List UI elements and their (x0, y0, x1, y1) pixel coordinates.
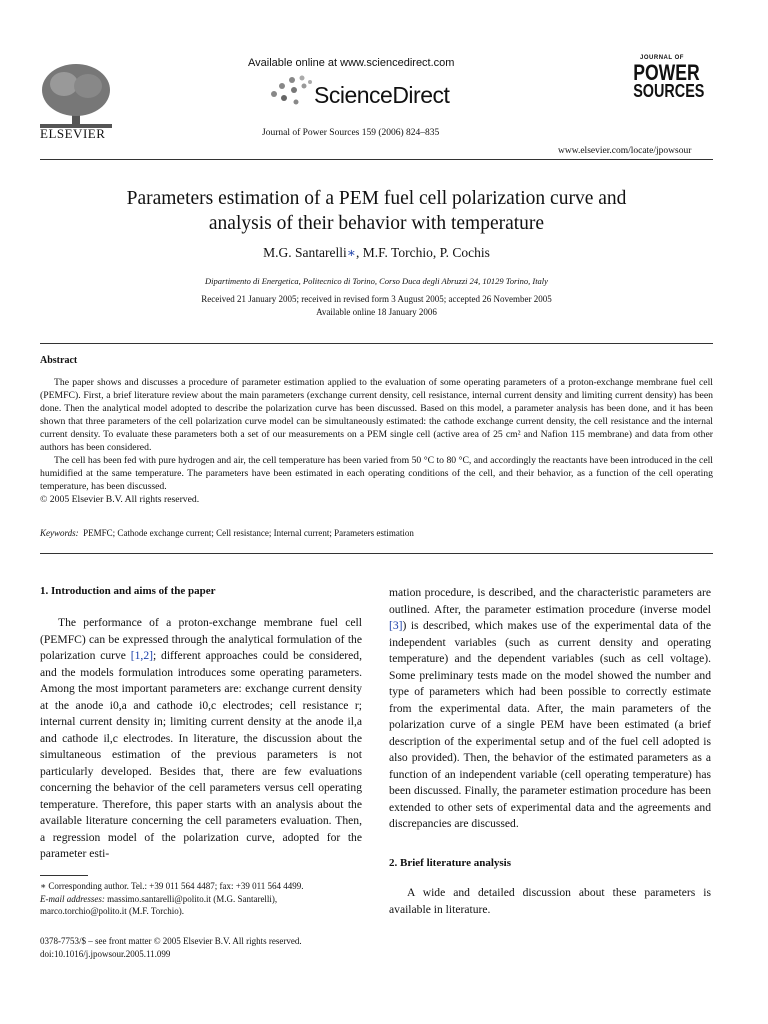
abstract-top-divider (40, 343, 713, 344)
keywords (40, 528, 414, 538)
section-1-text-c: mation procedure, is described, and the characteristic parameters are outlined. After, the parameter estimation procedure (inverse model (389, 586, 711, 616)
front-matter (40, 935, 302, 960)
keywords-list: PEMFC; Cathode exchange current; Cell resistance; Internal current; Parameters estimation (83, 528, 414, 538)
footnote-line-1: ∗ Corresponding author. Tel.: +39 011 564 4487; fax: +39 011 564 4499. (40, 881, 304, 891)
email-label: E-mail addresses: (40, 893, 105, 904)
section-1-text-a: The performance of a proton-exchange membrane fuel cell (PEMFC) can be expressed through the analytical formulation of the polarization curve (40, 616, 362, 662)
corresponding-author-mark[interactable]: ∗ (346, 245, 356, 260)
publisher-name: ELSEVIER (40, 126, 106, 141)
title-line-2: analysis of their behavior with temperature (208, 213, 545, 234)
title-line-1: Parameters estimation of a PEM fuel cell polarization curve and (126, 188, 627, 209)
footnote-line-2 (40, 893, 370, 906)
journal-url[interactable]: www.elsevier.com/locate/jpowsour (558, 146, 692, 156)
abstract-body (40, 376, 713, 506)
journal-logo-line1: JOURNAL OF (640, 55, 684, 61)
section-1-text-d: ) is described, which makes use of the experimental data of the independent variables (such as current density and operating temperature) and the dependent variables (such as cell voltage). Some preliminary tests made on the model showed the number and type of parameters which had been possible to correctly estimate from the experimental data. After, the main parameters of the polarization curve of a single PEM have been estimated (a brief description of the experimental setup and of the fuel cell adopted is also provided). Then, the behavior of the estimated parameters as a function of an independent variable (cell operating temperature) has been discussed. Finally, the parameter estimation procedure has been extended to other sets of experimental data and the agreements and discrepancies are discussed. (389, 619, 711, 830)
section-1-paragraph-2 (389, 585, 711, 833)
email-1[interactable]: massimo.santarelli@polito.it (M.G. Santarelli), (104, 893, 278, 904)
article-title (40, 186, 713, 236)
received-line: Received 21 January 2005; received in revised form 3 August 2005; accepted 26 November 2005 (201, 294, 552, 304)
abstract-bottom-divider (40, 553, 713, 554)
keywords-label: Keywords: (40, 528, 79, 538)
sciencedirect-dots-icon (268, 72, 318, 108)
abstract-heading: Abstract (40, 355, 78, 366)
affiliation: Dipartimento di Energetica, Politecnico di Torino, Corso Duca degli Abruzzi 24, 10129 Torino, Italy (205, 276, 548, 286)
section-2-paragraph-1: A wide and detailed discussion about these parameters is available in literature. (389, 886, 711, 916)
section-2-heading: 2. Brief literature analysis (389, 856, 511, 869)
header-divider (40, 159, 713, 160)
sciencedirect-wordmark: ScienceDirect (314, 82, 450, 108)
citation-link[interactable]: [1,2] (130, 649, 153, 662)
section-1-paragraph-1 (40, 615, 362, 863)
issn-line: 0378-7753/$ – see front matter © 2005 Elsevier B.V. All rights reserved. (40, 936, 302, 946)
journal-logo-line3: SOURCES (633, 81, 705, 102)
available-line: Available online 18 January 2006 (316, 307, 437, 317)
citation-link[interactable]: [3] (389, 619, 403, 632)
journal-logo-line2: POWER (633, 60, 700, 86)
footnote (40, 880, 370, 918)
left-column (40, 615, 362, 863)
author-primary: M.G. Santarelli (263, 245, 347, 260)
doi-line[interactable]: doi:10.1016/j.jpowsour.2005.11.099 (40, 948, 171, 959)
author-list (40, 245, 713, 261)
abstract-copyright: © 2005 Elsevier B.V. All rights reserved. (40, 494, 200, 505)
abstract-paragraph-1: The paper shows and discusses a procedure of parameter estimation applied to the evaluation of some operating parameters of a proton-exchange membrane fuel cell (PEMFC). First, a brief literature review about the main parameters (exchange current density, cell resistance, internal current density and limiting current density) has been done. Then the analytical model adopted to describe the polarization curve has been discussed. Based on this model, a parameter analysis has been done, and it has been shown that three parameters of the cell polarization curve model can be simultaneously estimated: the cathode exchange current density, the cell resistance and the internal current density. To evaluate these parameters both a set of our measurements on a PEM single cell (active area of 25 cm² and Nafion 115 membrane) and data from other authors has been considered. (40, 377, 713, 453)
section-1-heading: 1. Introduction and aims of the paper (40, 585, 216, 597)
journal-reference: Journal of Power Sources 159 (2006) 824–835 (262, 128, 440, 138)
received-dates (40, 293, 713, 319)
right-column (389, 585, 711, 918)
author-rest: , M.F. Torchio, P. Cochis (355, 245, 490, 260)
footnote-divider (40, 875, 88, 876)
available-online[interactable]: Available online at www.sciencedirect.com (248, 57, 455, 69)
journal-logo (626, 55, 705, 102)
section-1-text-b: ; different approaches could be considered, and the models formulation introduces some operating parameters. Among the most important parameters are: exchange current density at the anode i0,a and cathode i0,c electrodes; cell resistance r; internal current density in; limiting current density at the anode il,a and cathode il,c electrodes. In literature, the discussion about the simultaneous estimation of the previous parameters is not particularly developed. Besides that, there are few evaluations concerning the behavior of the cell parameters versus cell operating temperature. Therefore, this paper starts with an analysis about the available literature concerning the cell parameters evaluation. Then, a regression model of the polarization curve, adopted for the parameter esti- (40, 649, 362, 860)
abstract-paragraph-2: The cell has been fed with pure hydrogen and air, the cell temperature has been varied from 50 °C to 80 °C, and accordingly the reactants have been introduced in the cell humidified at the same temperature. The parameters have been estimated in each operating conditions of the cell, and their behavior, as a function of the cell operating temperature, has been discussed. (40, 455, 713, 492)
footnote-line-3[interactable]: marco.torchio@polito.it (M.F. Torchio). (40, 906, 184, 916)
